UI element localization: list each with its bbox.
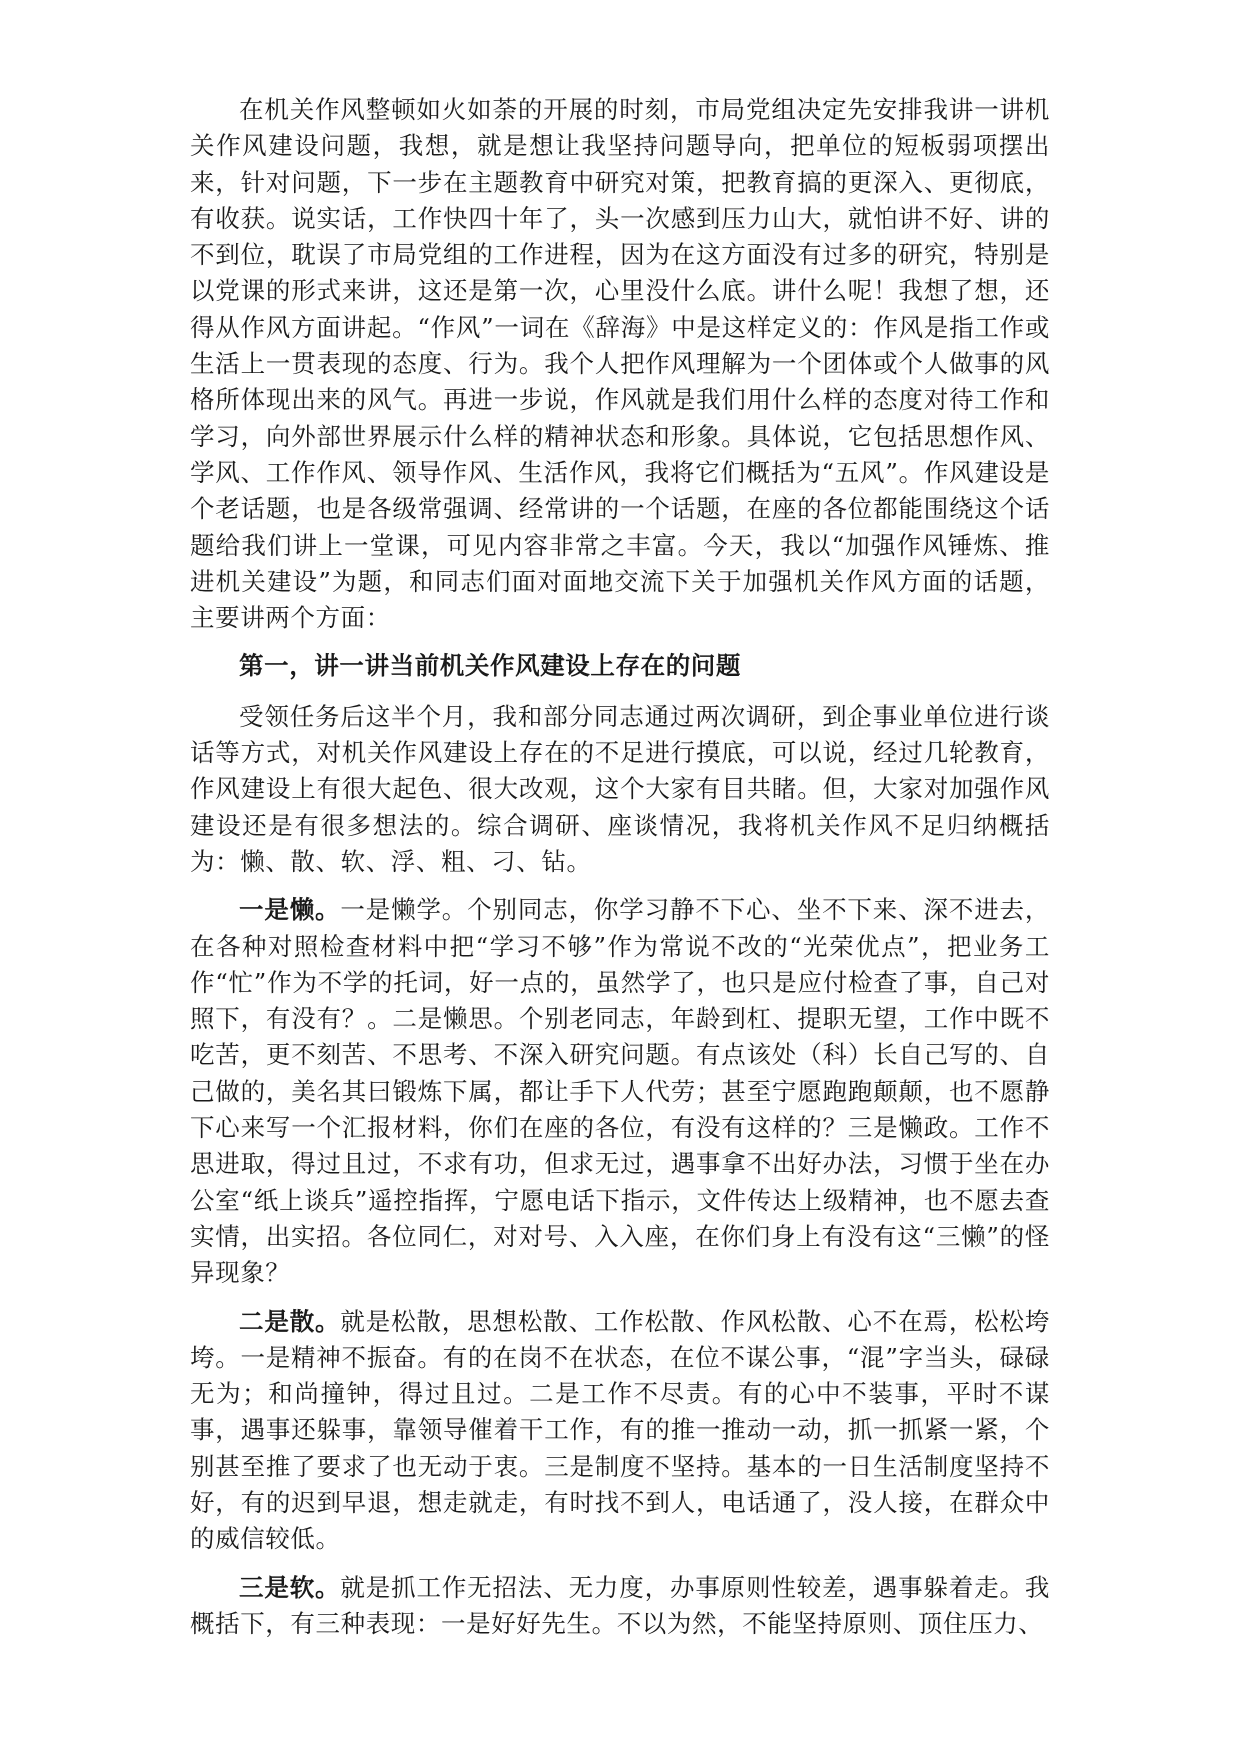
soft-text: 就是抓工作无招法、无力度，办事原则性较差，遇事躲着走。我概括下，有三种表现：一是好好先生。不以为然，不能坚持原则、顶住压力、 — [190, 1572, 1050, 1638]
document-page — [190, 92, 1050, 1654]
loose-lead: 二是散。 — [239, 1306, 341, 1336]
intro-paragraph: 在机关作风整顿如火如荼的开展的时刻，市局党组决定先安排我讲一讲机关作风建设问题，我想，就是想让我坚持问题导向，把单位的短板弱项摆出来，针对问题，下一步在主题教育中研究对策，把教育搞的更深入、更彻底，有收获。说实话，工作快四十年了，头一次感到压力山大，就怕讲不好、讲的不到位，耽误了市局党组的工作进程，因为在这方面没有过多的研究，特别是以党课的形式来讲，这还是第一次，心里没什么底。讲什么呢！我想了想，还得从作风方面讲起。“作风”一词在《辞海》中是这样定义的：作风是指工作或生活上一贯表现的态度、行为。我个人把作风理解为一个团体或个人做事的风格所体现出来的风气。再进一步说，作风就是我们用什么样的态度对待工作和学习，向外部世界展示什么样的精神状态和形象。具体说，它包括思想作风、学风、工作作风、领导作风、生活作风，我将它们概括为“五风”。作风建设是个老话题，也是各级常强调、经常讲的一个话题，在座的各位都能围绕这个话题给我们讲上一堂课，可见内容非常之丰富。今天，我以“加强作风锤炼、推进机关建设”为题，和同志们面对面地交流下关于加强机关作风方面的话题，主要讲两个方面： — [190, 95, 1050, 633]
lazy-text: 一是懒学。个别同志，你学习静不下心、坐不下来、深不进去，在各种对照检查材料中把“学习不够”作为常说不改的“光荣优点”，把业务工作“忙”作为不学的托词，好一点的，虽然学了，也只是应付检查了事，自己对照下，有没有？。二是懒思。个别老同志，年龄到杠、提职无望，工作中既不吃苦，更不刻苦、不思考、不深入研究问题。有点该处（科）长自己写的、自己做的，美名其曰锻炼下属，都让手下人代劳；甚至宁愿跑跑颠颠，也不愿静下心来写一个汇报材料，你们在座的各位，有没有这样的？三是懒政。工作不思进取，得过且过，不求有功，但求无过，遇事拿不出好办法，习惯于坐在办公室“纸上谈兵”遥控指挥，宁愿电话下指示，文件传达上级精神，也不愿去查实情，出实招。各位同仁，对对号、入入座，在你们身上有没有这“三懒”的怪异现象？ — [190, 895, 1050, 1288]
loose-text: 就是松散，思想松散、工作松散、作风松散、心不在焉，松松垮垮。一是精神不振奋。有的在岗不在状态，在位不谋公事，“混”字当头，碌碌无为；和尚撞钟，得过且过。二是工作不尽责。有的心中不装事，平时不谋事，遇事还躲事，靠领导催着干工作，有的推一推动一动，抓一抓紧一紧，个别甚至推了要求了也无动于衷。三是制度不坚持。基本的一日生活制度坚持不好，有的迟到早退，想走就走，有时找不到人，电话通了，没人接，在群众中的威信较低。 — [190, 1306, 1050, 1554]
loose-paragraph — [190, 1304, 1050, 1558]
lazy-lead: 一是懒。 — [239, 895, 341, 925]
soft-paragraph — [190, 1570, 1050, 1643]
section-heading: 第一，讲一讲当前机关作风建设上存在的问题 — [239, 651, 741, 681]
lazy-paragraph — [190, 892, 1050, 1291]
survey-paragraph: 受领任务后这半个月，我和部分同志通过两次调研，到企事业单位进行谈话等方式，对机关作风建设上存在的不足进行摸底，可以说，经过几轮教育，作风建设上有很大起色、很大改观，这个大家有目共睹。但，大家对加强作风建设还是有很多想法的。综合调研、座谈情况，我将机关作风不足归纳概括为：懒、散、软、浮、粗、刁、钻。 — [190, 701, 1050, 876]
soft-lead: 三是软。 — [239, 1572, 341, 1602]
